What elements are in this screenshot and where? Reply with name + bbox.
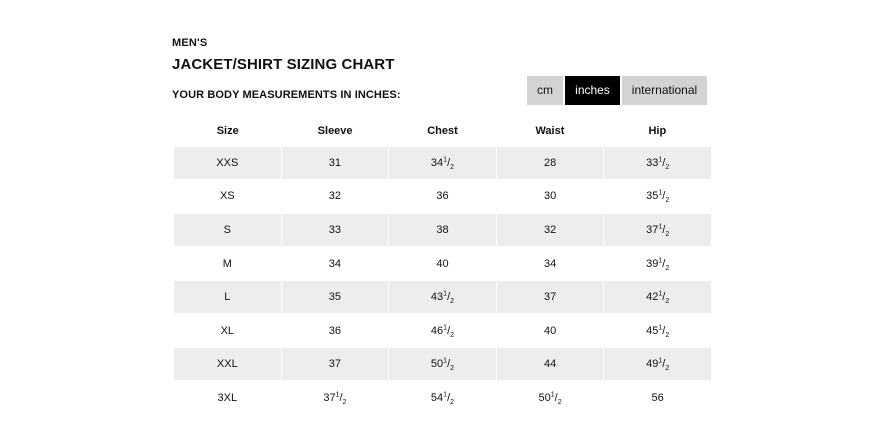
cell-size: 3XL <box>217 391 238 404</box>
table-row <box>174 280 711 314</box>
cell-sleeve: 35 <box>282 281 389 313</box>
table-row <box>174 146 711 180</box>
column-header-hip: Hip <box>648 125 667 137</box>
table-row <box>174 247 711 281</box>
category-kicker: MEN'S <box>172 37 208 49</box>
cell-size: L <box>174 281 281 313</box>
column-header-size: Size <box>216 125 239 137</box>
cell-waist: 44 <box>497 348 604 380</box>
cell-sleeve: 34 <box>328 257 342 270</box>
table-row <box>174 381 711 415</box>
cell-hip: $42^1/_2$ <box>604 281 711 313</box>
cell-size: M <box>222 257 232 270</box>
unit-button-international[interactable]: international <box>622 76 707 105</box>
cell-waist: 30 <box>543 190 557 203</box>
sizing-table <box>174 116 711 415</box>
cell-chest: $54^1/_2$ <box>430 391 455 407</box>
table-header <box>174 116 711 146</box>
cell-chest: 36 <box>436 190 449 203</box>
cell-chest: $50^1/_2$ <box>389 348 496 380</box>
cell-sleeve: $37^1/_2$ <box>323 391 347 407</box>
cell-sleeve: 31 <box>282 147 389 179</box>
table-body <box>174 146 711 415</box>
cell-size: XL <box>220 324 235 337</box>
unit-button-inches[interactable]: inches <box>565 76 620 105</box>
table-row <box>174 348 711 382</box>
cell-hip: $49^1/_2$ <box>604 348 711 380</box>
cell-hip: $35^1/_2$ <box>646 189 670 205</box>
cell-waist: 34 <box>543 257 557 270</box>
cell-size: XS <box>219 190 235 203</box>
column-header-sleeve: Sleeve <box>317 125 353 137</box>
cell-chest: $43^1/_2$ <box>389 281 496 313</box>
cell-waist: 32 <box>497 214 604 246</box>
cell-chest: 38 <box>389 214 496 246</box>
cell-sleeve: 32 <box>328 190 342 203</box>
cell-hip: 56 <box>651 391 664 404</box>
cell-waist: $50^1/_2$ <box>538 391 562 407</box>
measurement-subtitle: YOUR BODY MEASUREMENTS IN INCHES: <box>172 89 401 101</box>
cell-sleeve: 33 <box>282 214 389 246</box>
unit-toggle <box>527 76 707 105</box>
cell-chest: $46^1/_2$ <box>430 324 455 339</box>
cell-waist: 37 <box>497 281 604 313</box>
column-header-chest: Chest <box>427 125 458 137</box>
table-row <box>174 180 711 214</box>
cell-hip: $37^1/_2$ <box>604 214 711 246</box>
table-row <box>174 314 711 348</box>
cell-waist: 28 <box>497 147 604 179</box>
table-row <box>174 213 711 247</box>
cell-size: XXS <box>174 147 281 179</box>
cell-sleeve: 36 <box>328 324 342 337</box>
column-header-waist: Waist <box>535 125 565 137</box>
cell-chest: 40 <box>436 257 449 270</box>
cell-size: XXL <box>174 348 281 380</box>
cell-hip: $39^1/_2$ <box>646 256 670 272</box>
cell-sleeve: 37 <box>282 348 389 380</box>
cell-hip: $45^1/_2$ <box>646 324 670 339</box>
cell-size: S <box>174 214 281 246</box>
cell-hip: $33^1/_2$ <box>604 147 711 179</box>
cell-waist: 40 <box>543 324 557 337</box>
page-title: JACKET/SHIRT SIZING CHART <box>172 56 395 73</box>
unit-button-cm[interactable]: cm <box>527 76 563 105</box>
cell-chest: $34^1/_2$ <box>389 147 496 179</box>
